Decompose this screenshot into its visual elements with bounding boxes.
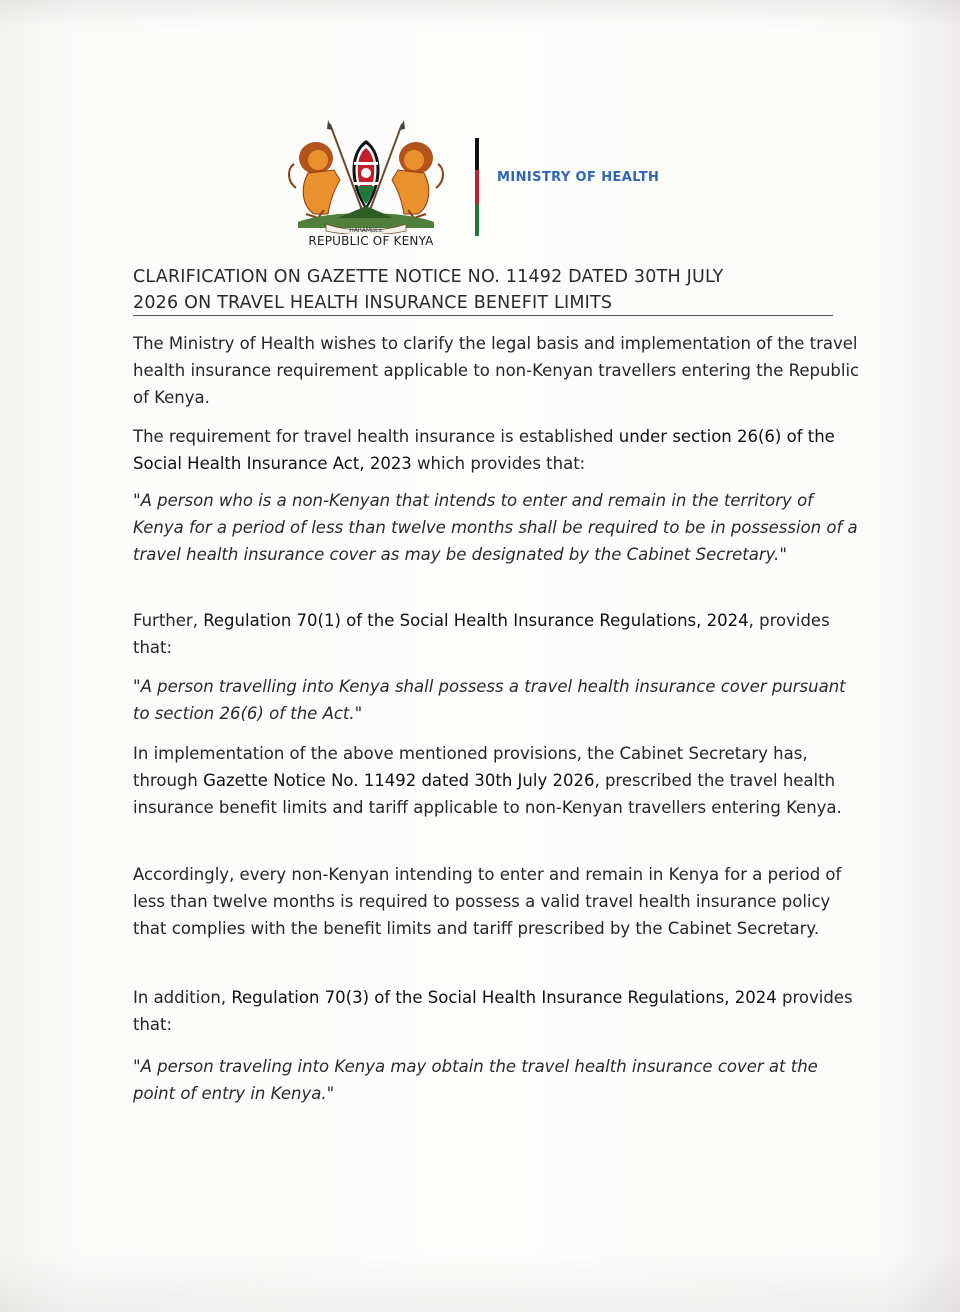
quote-2-text: "A person travelling into Kenya shall possess a travel health insurance cover pursuant to section 26(6) of the Act." bbox=[133, 677, 846, 723]
paragraph-4 bbox=[133, 740, 865, 821]
paragraph-2 bbox=[133, 423, 865, 477]
quote-3-text: "A person traveling into Kenya may obtain the travel health insurance cover at the point of entry in Kenya." bbox=[133, 1057, 818, 1103]
paragraph-4-text-a: In implementation of the above mentioned provisions, the Cabinet Secretary has, through bbox=[133, 744, 808, 790]
paragraph-1-text: The Ministry of Health wishes to clarify the legal basis and implementation of the travel health insurance requirement applicable to non-Kenyan travellers entering the Republic of Kenya. bbox=[133, 334, 860, 407]
paragraph-6-text-a: In addition, bbox=[133, 988, 232, 1007]
act-reference: under section 26(6) of the Social Health Insurance Act, 2023 bbox=[133, 427, 835, 473]
gazette-notice-reference: Gazette Notice No. 11492 dated 30th July 2026 bbox=[203, 771, 595, 790]
quote-1-text: "A person who is a non-Kenyan that intends to enter and remain in the territory of Kenya for a period of less than twelve months shall be required to be in possession of a travel health insurance cover as may be designated by the Cabinet Secretary." bbox=[133, 491, 858, 564]
svg-text:HARAMBEE: HARAMBEE bbox=[349, 227, 383, 234]
paragraph-6-text-c: provides that: bbox=[133, 988, 853, 1034]
document-title bbox=[133, 264, 853, 316]
paragraph-3 bbox=[133, 607, 865, 661]
regulation-70-1-reference: Regulation 70(1) of the Social Health Insurance Regulations, 2024 bbox=[203, 611, 749, 630]
paragraph-4-text-c: , prescribed the travel health insurance benefit limits and tariff applicable to non-Kenyan travellers entering Kenya. bbox=[133, 771, 842, 817]
letterhead bbox=[270, 118, 710, 258]
kenya-flag-divider bbox=[475, 138, 479, 236]
page-shadow-top bbox=[0, 0, 960, 28]
title-line-1: CLARIFICATION ON GAZETTE NOTICE NO. 11492 DATED 30TH JULY bbox=[133, 267, 724, 287]
quote-1 bbox=[133, 487, 865, 568]
coat-of-arms-icon bbox=[278, 118, 454, 234]
quote-3 bbox=[133, 1053, 865, 1107]
regulation-70-3-reference: Regulation 70(3) of the Social Health Insurance Regulations, 2024 bbox=[231, 988, 777, 1007]
title-line-2: 2026 ON TRAVEL HEALTH INSURANCE BENEFIT LIMITS bbox=[133, 293, 613, 313]
paragraph-6 bbox=[133, 984, 865, 1038]
paragraph-5-text: Accordingly, every non-Kenyan intending to enter and remain in Kenya for a period of less than twelve months is required to possess a valid travel health insurance policy that complies with the benefit limits and tariff prescribed by the Cabinet Secretary. bbox=[133, 865, 842, 938]
paragraph-3-text-a: Further, bbox=[133, 611, 204, 630]
paragraph-3-text-c: , provides that: bbox=[133, 611, 830, 657]
paragraph-1 bbox=[133, 330, 865, 411]
paragraph-2-text-c: which provides that: bbox=[411, 454, 586, 473]
paragraph-5 bbox=[133, 861, 865, 942]
title-underline bbox=[133, 315, 833, 316]
ministry-name: MINISTRY OF HEALTH bbox=[497, 170, 660, 185]
quote-2 bbox=[133, 673, 865, 727]
page-shadow-bottom bbox=[0, 1252, 960, 1312]
republic-of-kenya-label: REPUBLIC OF KENYA bbox=[308, 234, 434, 248]
paragraph-2-text-a: The requirement for travel health insurance is established bbox=[133, 427, 619, 446]
